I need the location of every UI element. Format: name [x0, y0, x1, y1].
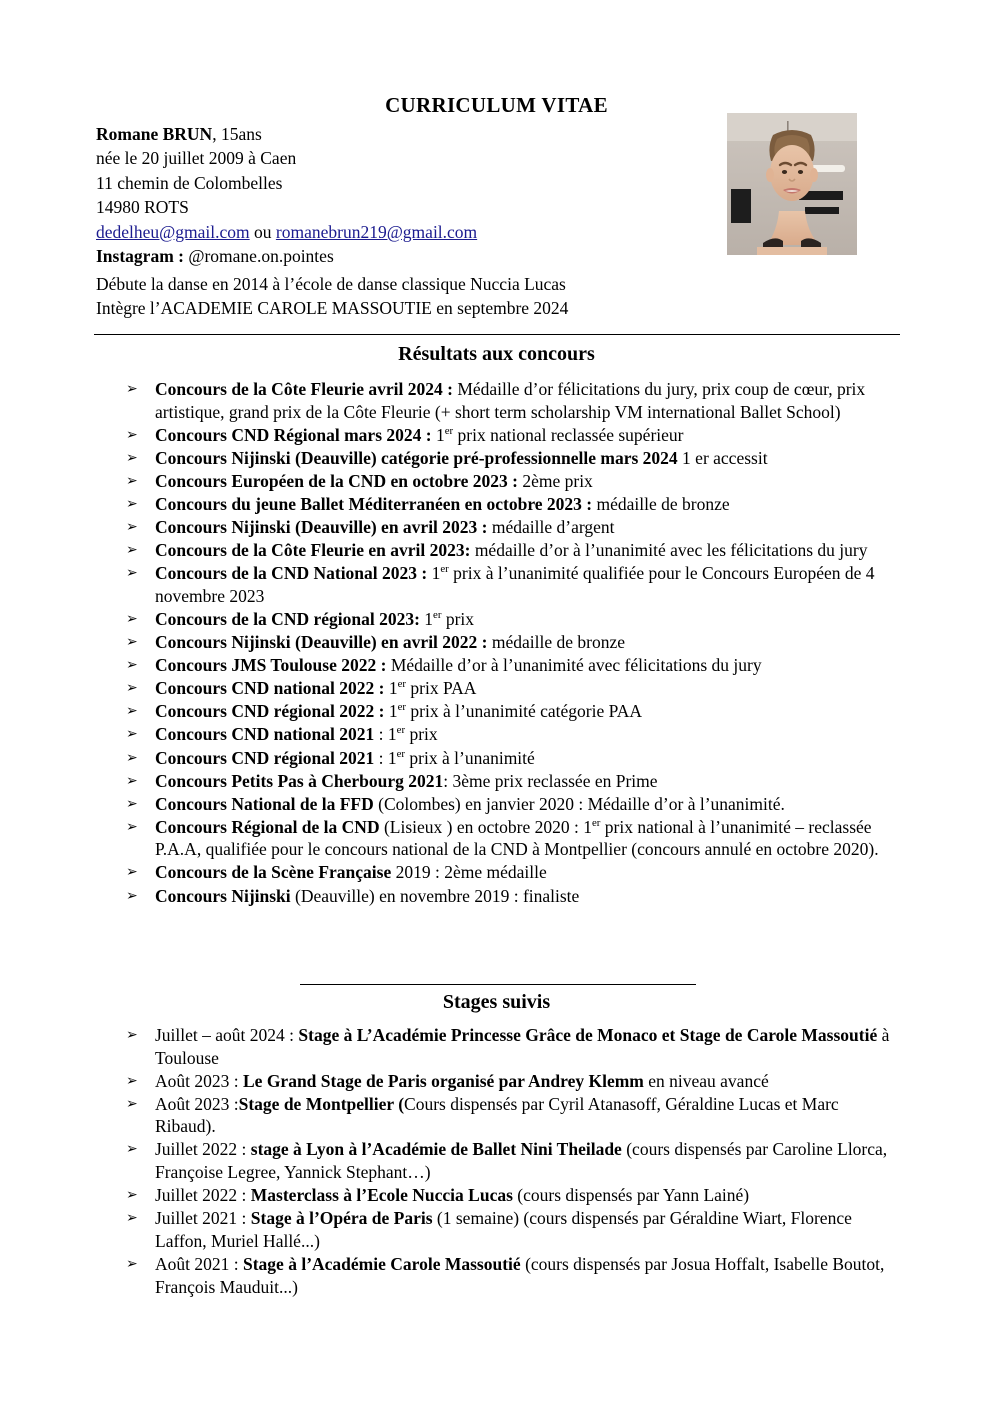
arrow-bullet-icon: ➢	[126, 795, 138, 812]
identity-instagram	[96, 244, 696, 268]
arrow-bullet-icon: ➢	[126, 426, 138, 443]
ordinal-suffix: er	[444, 424, 454, 437]
list-item	[96, 1184, 902, 1207]
list-item-detail: en niveau avancé	[643, 1070, 769, 1091]
list-item-title: Concours CND national 2021	[155, 724, 375, 745]
identity-birth: née le 20 juillet 2009 à Caen	[96, 148, 297, 169]
ordinal-suffix: er	[433, 609, 442, 622]
list-item	[96, 562, 902, 607]
list-item-text	[155, 770, 902, 793]
section-heading-results: Résultats aux concours	[398, 343, 595, 365]
intro-block	[96, 272, 756, 321]
list-item-detail: Cours dispensés par Cyril Atanasoff, Géraldine Lucas et Marc Ribaud).	[155, 1093, 839, 1137]
arrow-bullet-icon: ➢	[126, 657, 138, 674]
list-item	[96, 1138, 902, 1183]
list-item-detail: 1er prix PAA	[388, 678, 477, 699]
list-item-title: Stage à l’Académie Carole Massoutié	[243, 1253, 521, 1274]
arrow-bullet-icon: ➢	[126, 542, 138, 559]
list-item	[96, 861, 902, 884]
list-item	[96, 378, 902, 423]
list-item-text	[155, 1184, 902, 1207]
arrow-bullet-icon: ➢	[126, 1072, 138, 1089]
list-item-detail: (cours dispensés par Caroline Llorca, Françoise Legree, Yannick Stephant…)	[155, 1139, 888, 1183]
instagram-handle: @romane.on.pointes	[183, 246, 334, 267]
list-item-detail: 1er prix à l’unanimité catégorie PAA	[388, 701, 643, 722]
list-item	[96, 1207, 902, 1252]
list-item-detail: : 1er prix à l’unanimité	[374, 747, 535, 768]
list-item-detail: : 3ème prix reclassée en Prime	[443, 770, 658, 791]
identity-emails	[96, 220, 696, 244]
list-item-text	[155, 378, 902, 423]
list-item	[96, 700, 902, 723]
list-item-detail: médaille d’argent	[491, 517, 615, 538]
list-item-title: Concours CND régional 2022 :	[155, 701, 389, 722]
list-item-text	[155, 447, 902, 470]
list-item-title: Le Grand Stage de Paris organisé par Andrey Klemm	[243, 1070, 644, 1091]
portrait-photo	[727, 113, 857, 263]
list-item-detail: 1er prix national reclassée supérieur	[435, 424, 684, 445]
arrow-bullet-icon: ➢	[126, 749, 138, 766]
arrow-bullet-icon: ➢	[126, 726, 138, 743]
list-item-detail: à Toulouse	[155, 1025, 890, 1068]
list-item-title: Concours CND Régional mars 2024 :	[155, 424, 436, 445]
list-item-text	[155, 631, 902, 654]
list-item-title: Concours CND national 2022 :	[155, 678, 389, 699]
list-item-detail: médaille de bronze	[491, 632, 626, 653]
list-item-text	[155, 1070, 902, 1093]
list-item	[96, 770, 902, 793]
results-list	[96, 378, 902, 908]
list-item	[96, 654, 902, 677]
list-item	[96, 816, 902, 861]
list-item-detail: (cours dispensés par Josua Hoffalt, Isabelle Boutot, François Mauduit...)	[155, 1253, 885, 1297]
list-item	[96, 793, 902, 816]
list-item-title: Concours Nijinski	[155, 885, 296, 906]
list-item-text	[155, 885, 902, 908]
arrow-bullet-icon: ➢	[126, 381, 138, 397]
list-item-text	[155, 700, 902, 723]
list-item-detail: (1 semaine) (cours dispensés par Géraldine Wiart, Florence Laffon, Muriel Hallé...)	[155, 1208, 852, 1251]
arrow-bullet-icon: ➢	[126, 610, 138, 627]
list-item-detail: 2ème prix	[522, 470, 593, 491]
list-item	[96, 677, 902, 700]
list-item-title: Concours Régional de la CND	[155, 816, 384, 837]
list-item	[96, 1253, 902, 1298]
identity-street: 11 chemin de Colombelles	[96, 172, 283, 193]
ordinal-suffix: er	[396, 747, 406, 760]
ordinal-suffix: er	[440, 563, 449, 576]
page-title: CURRICULUM VITAE	[385, 93, 608, 117]
arrow-bullet-icon: ➢	[126, 634, 138, 651]
portrait-photo-graphic	[727, 113, 857, 263]
list-item-text	[155, 654, 902, 677]
list-item	[96, 885, 902, 908]
person-age: , 15ans	[212, 124, 262, 144]
list-item-detail: 1er prix	[424, 608, 475, 629]
list-item-title: Concours de la CND National 2023 :	[155, 563, 432, 584]
list-item-text	[155, 493, 902, 516]
arrow-bullet-icon: ➢	[126, 772, 138, 789]
identity-name-line	[96, 122, 696, 146]
email-separator: ou	[249, 221, 276, 242]
list-item-text	[155, 677, 902, 700]
list-item	[96, 1024, 902, 1069]
arrow-bullet-icon: ➢	[126, 472, 138, 489]
arrow-bullet-icon: ➢	[126, 1210, 138, 1227]
list-item-lead: Août 2023 :	[155, 1070, 243, 1091]
list-item-title: stage à Lyon à l’Académie de Ballet Nini Theilade	[250, 1139, 622, 1160]
list-item	[96, 447, 902, 470]
list-item-detail: médaille de bronze	[596, 493, 730, 514]
arrow-bullet-icon: ➢	[126, 703, 138, 720]
ordinal-suffix: er	[397, 678, 407, 691]
list-item	[96, 631, 902, 654]
list-item-text	[155, 608, 902, 631]
list-item-text	[155, 539, 902, 562]
intro-line-1: Débute la danse en 2014 à l’école de danse classique Nuccia Lucas	[96, 274, 566, 294]
list-item-title: Concours de la Scène Française	[155, 862, 396, 883]
person-name: Romane BRUN	[96, 124, 213, 144]
list-item	[96, 539, 902, 562]
list-item-text	[155, 1253, 902, 1298]
list-item-detail: (Colombes) en janvier 2020 : Médaille d’or à l’unanimité.	[378, 793, 785, 814]
list-item-title: Concours du jeune Ballet Méditerranéen en octobre 2023 :	[155, 493, 597, 514]
list-item-title: Concours National de la FFD	[155, 793, 379, 814]
list-item	[96, 493, 902, 516]
section-divider-results	[94, 334, 900, 335]
section-heading-stages: Stages suivis	[442, 991, 551, 1013]
list-item-lead: Août 2023 :	[155, 1093, 239, 1114]
email-link-secondary[interactable]: romanebrun219@gmail.com	[275, 221, 478, 242]
list-item-text	[155, 816, 902, 861]
list-item-detail: (cours dispensés par Yann Lainé)	[512, 1185, 750, 1206]
identity-block	[96, 122, 696, 268]
arrow-bullet-icon: ➢	[126, 887, 138, 904]
list-item-text	[155, 861, 902, 884]
list-item-title: Concours de la CND régional 2023:	[155, 608, 425, 629]
list-item	[96, 747, 902, 770]
list-item-detail: (Deauville) en novembre 2019 : finaliste	[295, 885, 580, 906]
list-item-detail: 1 er accessit	[677, 447, 768, 468]
ordinal-suffix: er	[591, 816, 601, 829]
stages-list	[96, 1024, 902, 1299]
list-item-detail: Médaille d’or à l’unanimité avec félicitations du jury	[390, 655, 762, 676]
list-item-text	[155, 424, 902, 447]
list-item-title: Stage de Montpellier (	[238, 1093, 405, 1114]
list-item-lead: Juillet – août 2024 :	[155, 1025, 299, 1045]
list-item-title: Concours de la Côte Fleurie avril 2024 :	[155, 379, 458, 399]
arrow-bullet-icon: ➢	[126, 495, 138, 512]
list-item-detail: 2019 : 2ème médaille	[395, 862, 547, 883]
list-item-detail: 1er prix à l’unanimité qualifiée pour le Concours Européen de 4 novembre 2023	[155, 563, 875, 606]
list-item-text	[155, 793, 902, 816]
list-item-title: Concours CND régional 2021	[155, 747, 375, 768]
arrow-bullet-icon: ➢	[126, 1027, 138, 1043]
list-item-title: Stage à l’Opéra de Paris	[250, 1208, 433, 1229]
list-item-detail: Médaille d’or félicitations du jury, prix coup de cœur, prix artistique, grand prix de la Côte Fleurie (+ short term scholarship VM international Ballet School)	[155, 379, 866, 422]
arrow-bullet-icon: ➢	[126, 818, 138, 835]
list-item-text	[155, 516, 902, 539]
arrow-bullet-icon: ➢	[126, 1187, 138, 1204]
list-item-text	[155, 562, 902, 607]
list-item	[96, 1070, 902, 1093]
arrow-bullet-icon: ➢	[126, 565, 138, 582]
list-item-title: Concours Nijinski (Deauville) en avril 2022 :	[155, 632, 492, 653]
email-link-primary[interactable]: dedelheu@gmail.com	[96, 221, 250, 242]
list-item-text	[155, 1138, 902, 1183]
list-item	[96, 608, 902, 631]
identity-city: 14980 ROTS	[96, 197, 189, 218]
list-item-title: Concours Nijinski (Deauville) en avril 2023 :	[155, 517, 492, 538]
list-item-lead: Juillet 2022 :	[155, 1139, 251, 1160]
intro-line-2: Intègre l’ACADEMIE CAROLE MASSOUTIE en septembre 2024	[96, 298, 569, 319]
list-item-text	[155, 1093, 902, 1138]
list-item-text	[155, 1024, 902, 1069]
list-item-lead: Juillet 2021 :	[155, 1208, 251, 1229]
arrow-bullet-icon: ➢	[126, 519, 138, 536]
list-item	[96, 470, 902, 493]
list-item	[96, 1093, 902, 1138]
list-item-title: Concours de la Côte Fleurie en avril 2023:	[155, 540, 471, 561]
section-divider-stages	[300, 984, 696, 985]
list-item-text	[155, 470, 902, 493]
list-item-title: Concours Petits Pas à Cherbourg 2021	[155, 770, 444, 791]
list-item-detail: : 1er prix	[374, 724, 438, 745]
list-item-title: Masterclass à l’Ecole Nuccia Lucas	[250, 1185, 513, 1206]
list-item	[96, 424, 902, 447]
ordinal-suffix: er	[397, 701, 406, 714]
list-item-title: Concours Nijinski (Deauville) catégorie pré-professionnelle mars 2024	[155, 447, 678, 468]
instagram-label: Instagram :	[96, 246, 184, 267]
ordinal-suffix: er	[396, 724, 406, 737]
list-item-text	[155, 723, 902, 746]
list-item-detail: (Lisieux ) en octobre 2020 : 1er prix national à l’unanimité – reclassée P.A.A, qualifiée pour le concours national de la CND à Montpellier (concours annulé en octobre 2020).	[155, 816, 879, 860]
arrow-bullet-icon: ➢	[126, 680, 138, 697]
arrow-bullet-icon: ➢	[126, 1141, 138, 1158]
list-item-title: Concours JMS Toulouse 2022 :	[155, 655, 391, 676]
list-item-lead: Juillet 2022 :	[155, 1185, 251, 1206]
list-item	[96, 516, 902, 539]
arrow-bullet-icon: ➢	[126, 864, 138, 881]
list-item-title: Stage à L’Académie Princesse Grâce de Monaco et Stage de Carole Massoutié	[298, 1025, 878, 1045]
list-item-lead: Août 2021 :	[155, 1253, 243, 1274]
arrow-bullet-icon: ➢	[126, 1255, 138, 1272]
list-item	[96, 723, 902, 746]
list-item-detail: médaille d’or à l’unanimité avec les félicitations du jury	[470, 540, 868, 561]
arrow-bullet-icon: ➢	[126, 449, 138, 466]
list-item-text	[155, 747, 902, 770]
arrow-bullet-icon: ➢	[126, 1095, 138, 1112]
list-item-title: Concours Européen de la CND en octobre 2023 :	[155, 470, 523, 491]
list-item-text	[155, 1207, 902, 1252]
